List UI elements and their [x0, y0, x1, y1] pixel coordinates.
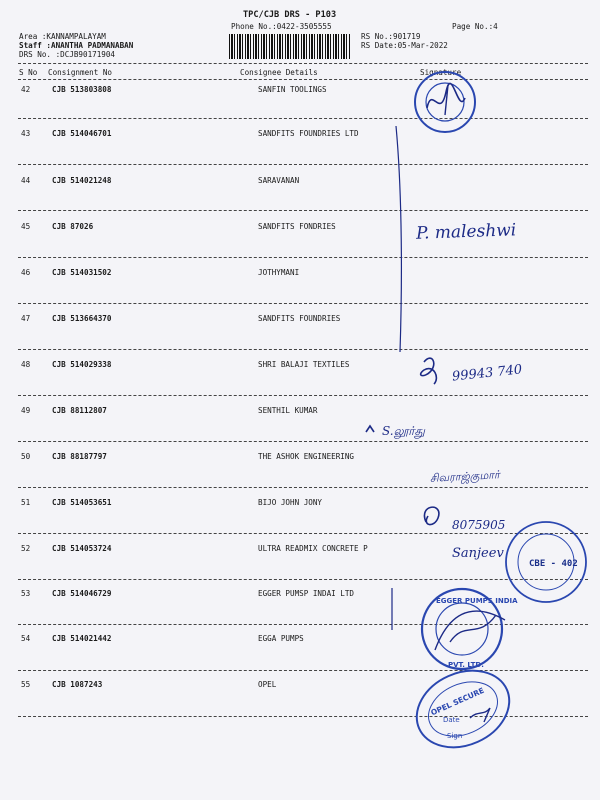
row-sno: 51: [21, 498, 31, 507]
row-consignee: BIJO JOHN JONY: [258, 498, 323, 507]
row-sno: 45: [21, 222, 31, 231]
row-consignment: CJB 514046701: [52, 129, 112, 138]
rs-number: RS No.:901719: [361, 32, 421, 41]
row-consignee: SANDFITS FONDRIES: [258, 222, 336, 231]
row-sno: 42: [21, 85, 31, 94]
row-consignee: OPEL: [258, 680, 277, 689]
row-sno: 50: [21, 452, 31, 461]
row-consignee: EGGA PUMPS: [258, 634, 304, 643]
row-consignee: SANDFITS FOUNDRIES: [258, 314, 341, 323]
handwritten-signature: சிவராஜ்குமார்: [429, 468, 501, 485]
row-consignee: SANFIN TOOLINGS: [258, 85, 327, 94]
row-consignment: CJB 88112807: [52, 406, 107, 415]
signature-scribble: [366, 426, 374, 432]
row-sno: 54: [21, 634, 31, 643]
bracket-line: [396, 126, 401, 352]
row-sno: 44: [21, 176, 31, 185]
page-number: Page No.:4: [452, 22, 498, 31]
row-sno: 49: [21, 406, 31, 415]
signature-scribble: [421, 358, 437, 384]
row-consignee: EGGER PUMSP INDAI LTD: [258, 589, 355, 598]
row-sno: 53: [21, 589, 31, 598]
row-consignment: CJB 514021248: [52, 176, 112, 185]
row-consignment: CJB 514029338: [52, 360, 112, 369]
oval-stamp-icon: [405, 657, 522, 762]
column-signature: Signature: [420, 68, 462, 77]
row-consignment: CJB 88187797: [52, 452, 107, 461]
cbe-stamp-text: CBE - 402: [529, 559, 578, 569]
row-consignee: SARAVANAN: [258, 176, 300, 185]
row-consignment: CJB 1087243: [52, 680, 103, 689]
document-title: TPC/CJB DRS - P103: [243, 10, 337, 20]
rs-date: RS Date:05-Mar-2022: [361, 41, 448, 50]
egger-stamp-text: EGGER PUMPS INDIA: [436, 597, 518, 605]
area-field: Area :KANNAMPALAYAM: [19, 32, 106, 41]
row-consignment: CJB 513803808: [52, 85, 112, 94]
seal-stamp-icon: [415, 72, 475, 132]
staff-field: Staff :ANANTHA PADMANABAN: [19, 41, 134, 50]
row-sno: 47: [21, 314, 31, 323]
row-sno: 46: [21, 268, 31, 277]
opel-stamp-text: OPEL SECURE: [429, 685, 486, 718]
row-sno: 43: [21, 129, 31, 138]
column-consignment: Consignment No: [48, 68, 113, 77]
handwritten-signature: S.லூர்து: [382, 424, 425, 438]
phone-number: Phone No.:0422-3505555: [231, 22, 332, 31]
row-consignment: CJB 513664370: [52, 314, 112, 323]
row-consignee: SHRI BALAJI TEXTILES: [258, 360, 350, 369]
row-sno: 55: [21, 680, 31, 689]
row-consignment: CJB 87026: [52, 222, 94, 231]
handwritten-phone: 8075905: [452, 518, 506, 532]
opel-stamp-sign: Sign: [447, 732, 463, 740]
handwritten-phone: 99943 740: [451, 362, 523, 385]
opel-stamp-date: Date: [443, 716, 460, 724]
row-sno: 48: [21, 360, 31, 369]
row-consignment: CJB 514053651: [52, 498, 112, 507]
row-consignee: JOTHYMANI: [258, 268, 300, 277]
row-consignment: CJB 514021442: [52, 634, 112, 643]
signature-scribble: [424, 507, 438, 524]
row-consignee: THE ASHOK ENGINEERING: [258, 452, 355, 461]
egger-stamp-ltd: PVT. LTD.: [448, 661, 484, 669]
column-consignee: Consignee Details: [240, 68, 318, 77]
row-sno: 52: [21, 544, 31, 553]
handwritten-name: P. maleshwi: [415, 220, 517, 244]
row-consignment: CJB 514053724: [52, 544, 112, 553]
drs-number: DRS No. :DCJB90171904: [19, 50, 116, 59]
column-sno: S No: [19, 68, 38, 77]
row-consignment: CJB 514046729: [52, 589, 112, 598]
row-consignee: SENTHIL KUMAR: [258, 406, 318, 415]
handwritten-signature: Sanjeev: [452, 546, 504, 561]
row-consignment: CJB 514031502: [52, 268, 112, 277]
row-consignee: ULTRA READMIX CONCRETE P: [258, 544, 368, 553]
row-consignee: SANDFITS FOUNDRIES LTD: [258, 129, 359, 138]
